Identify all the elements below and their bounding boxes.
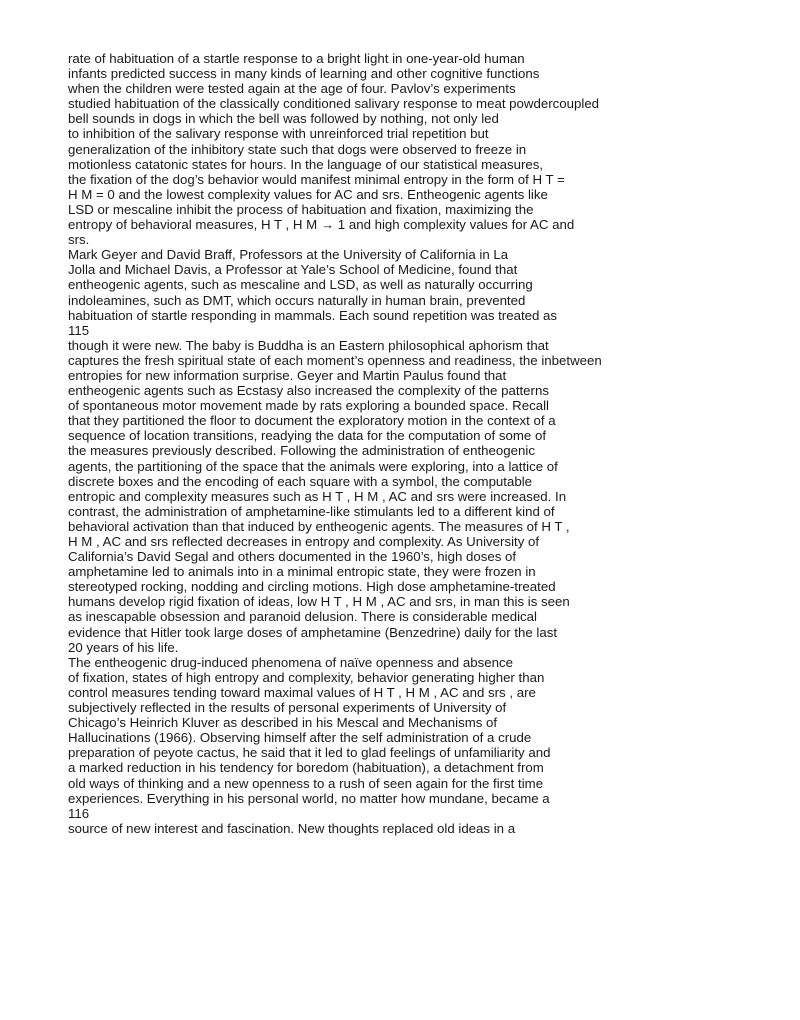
text-line: humans develop rigid fixation of ideas, low H T , H M , AC and srs, in man this is seen (68, 594, 570, 610)
text-line: H M , AC and srs reflected decreases in entropy and complexity. As University of (68, 534, 540, 549)
page-number: 115 (68, 322, 90, 338)
text-line: captures the fresh spiritual state of each moment’s openness and readiness, the inbetween (68, 352, 602, 368)
text-line: studied habituation of the classically conditioned salivary response to meat powdercoupled (68, 96, 600, 112)
page-number: source of new interest and fascination. New thoughts replaced old ideas in a (68, 820, 516, 836)
text-line: 116 (68, 805, 90, 821)
text-line: entheogenic agents, such as mescaline and LSD, as well as naturally occurring (68, 277, 533, 293)
text-line: a marked reduction in his tendency for boredom (habituation), a detachment from (68, 760, 544, 776)
text-line: though it were new. The baby is Buddha is an Eastern philosophical aphorism that (68, 337, 549, 353)
text-line: entropy of behavioral measures, H T , H M → 1 and high complexity values for AC and (68, 217, 575, 233)
text-line: of fixation, states of high entropy and complexity, behavior generating higher than (68, 669, 545, 685)
text-line: srs. (68, 232, 90, 248)
text-line: generalization of the inhibitory state such that dogs were observed to freeze in (68, 141, 527, 157)
text-line: to inhibition of the salivary response with unreinforced trial repetition but (68, 126, 489, 142)
text-line: LSD or mescaline inhibit the process of habituation and fixation, maximizing the (68, 201, 534, 217)
text-line: the measures previously described. Following the administration of entheogenic (68, 443, 535, 459)
text-line: Chicago’s Heinrich Kluver as described in his Mescal and Mechanisms of (68, 715, 498, 731)
text-line: subjectively reflected in the results of personal experiments of University of (68, 700, 507, 716)
text-line: Mark Geyer and David Braff, Professors at the University of California in La (68, 247, 509, 263)
text-line: agents, the partitioning of the space that the animals were exploring, into a lattice of (68, 458, 558, 474)
text-line: sequence of location transitions, readying the data for the computation of some of (68, 428, 547, 444)
text-line: amphetamine led to animals into in a minimal entropic state, they were frozen in (68, 564, 536, 580)
text-line: evidence that Hitler took large doses of amphetamine (Benzedrine) daily for the last (68, 624, 558, 640)
text-line: when the children were tested again at the age of four. Pavlov’s experiments (68, 81, 516, 97)
text-line: entheogenic agents such as Ecstasy also increased the complexity of the patterns (68, 383, 549, 399)
text-line: of spontaneous motor movement made by rats exploring a bounded space. Recall (68, 398, 549, 414)
text-line: discrete boxes and the encoding of each square with a symbol, the computable (68, 473, 533, 489)
text-line: rate of habituation of a startle response to a bright light in one-year-old human (68, 51, 525, 66)
text-line: H M = 0 and the lowest complexity values for AC and srs. Entheogenic agents like (68, 186, 548, 202)
text-line: The entheogenic drug-induced phenomena of naïve openness and absence (68, 654, 513, 670)
text-line: experiences. Everything in his personal world, no matter how mundane, became a (68, 790, 550, 806)
text-line: California’s David Segal and others documented in the 1960’s, high doses of (68, 549, 517, 565)
text-line: bell sounds in dogs in which the bell was followed by nothing, not only led (68, 111, 499, 127)
text-line: entropic and complexity measures such as H T , H M , AC and srs were increased. In (68, 488, 567, 504)
text-line: entropies for new information surprise. Geyer and Martin Paulus found that (68, 367, 507, 383)
text-line: behavioral activation than that induced by entheogenic agents. The measures of H T , (68, 518, 570, 534)
text-line: as inescapable obsession and paranoid delusion. There is considerable medical (68, 609, 537, 625)
document-page (68, 51, 788, 851)
text-line: old ways of thinking and a new openness to a rush of seen again for the first time (68, 775, 544, 791)
text-line: control measures tending toward maximal values of H T , H M , AC and srs , are (68, 684, 536, 700)
text-line: Hallucinations (1966). Observing himself after the self administration of a crude (68, 730, 532, 746)
text-line: preparation of peyote cactus, he said that it led to glad feelings of unfamiliarity and (68, 745, 551, 761)
text-line: stereotyped rocking, nodding and circling motions. High dose amphetamine-treated (68, 579, 556, 595)
text-line: the fixation of the dog’s behavior would manifest minimal entropy in the form of H T = (68, 171, 565, 187)
text-line (68, 836, 788, 851)
text-line: contrast, the administration of amphetamine-like stimulants led to a different kind of (68, 503, 555, 519)
text-line: Jolla and Michael Davis, a Professor at Yale’s School of Medicine, found that (68, 262, 518, 278)
text-line: that they partitioned the floor to document the exploratory motion in the context of a (68, 413, 556, 429)
text-line: habituation of startle responding in mammals. Each sound repetition was treated as (68, 307, 558, 323)
text-line: infants predicted success in many kinds of learning and other cognitive functions (68, 66, 540, 82)
text-line: motionless catatonic states for hours. In the language of our statistical measures, (68, 156, 544, 172)
text-line: 20 years of his life. (68, 639, 179, 655)
text-line: indoleamines, such as DMT, which occurs naturally in human brain, prevented (68, 292, 526, 308)
